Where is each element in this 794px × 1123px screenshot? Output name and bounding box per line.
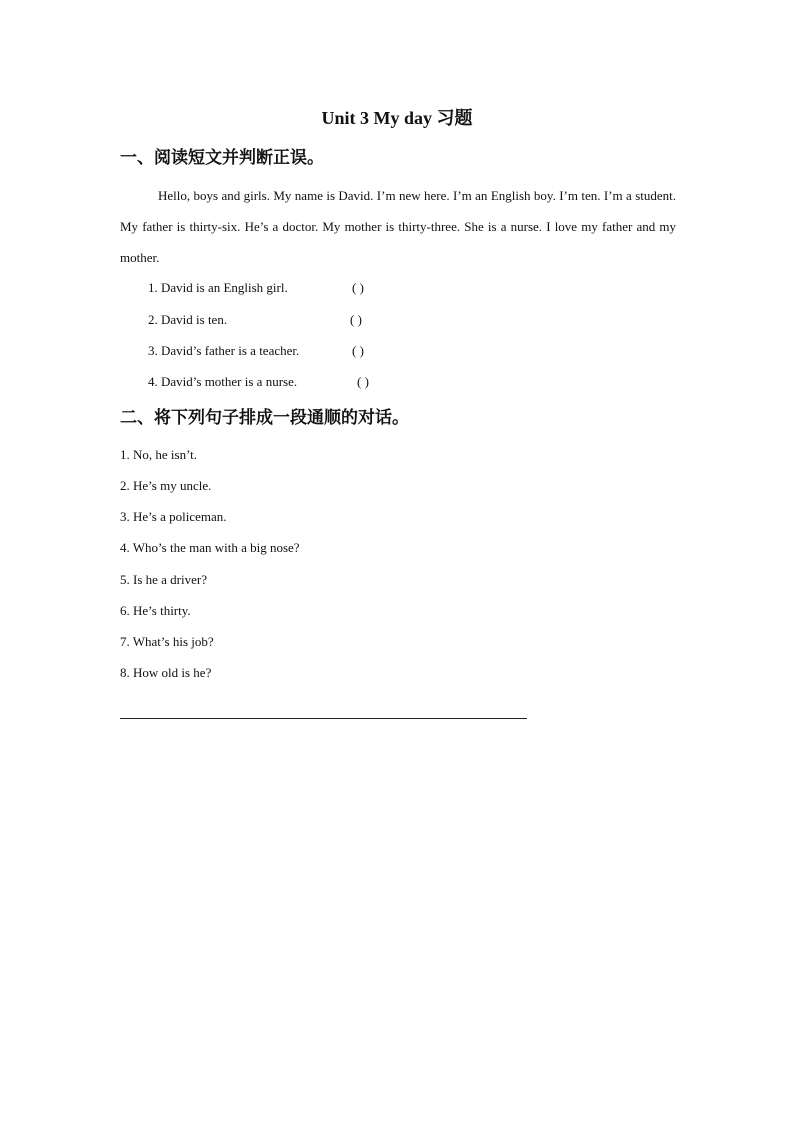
- question-3: [148, 341, 299, 361]
- question-1: [148, 278, 288, 298]
- section1-heading: 一、阅读短文并判断正误。: [120, 148, 324, 167]
- sentence-item: 2. He’s my uncle.: [120, 478, 212, 493]
- sentence-item: 7. What’s his job?: [120, 634, 214, 649]
- sentence-item: 5. Is he a driver?: [120, 572, 207, 587]
- page-title: Unit 3 My day 习题: [321, 108, 473, 128]
- question-4: [148, 372, 297, 392]
- question-2: [148, 310, 227, 330]
- question-2-text: 2. David is ten.: [148, 312, 228, 327]
- sentence-item: 3. He’s a policeman.: [120, 509, 227, 524]
- question-1-text: 1. David is an English girl.: [148, 280, 288, 295]
- answer-bracket-2: ( ): [350, 312, 362, 327]
- question-4-text: 4. David’s mother is a nurse.: [148, 374, 298, 389]
- question-3-text: 3. David’s father is a teacher.: [148, 343, 300, 358]
- answer-bracket-1: ( ): [352, 280, 364, 295]
- answer-blank-line[interactable]: [120, 718, 527, 719]
- section2-heading: 二、将下列句子排成一段通顺的对话。: [120, 408, 409, 427]
- sentence-item: 1. No, he isn’t.: [120, 447, 198, 462]
- sentence-item: 6. He’s thirty.: [120, 603, 191, 618]
- reading-passage: Hello, boys and girls. My name is David. I’m new here. I’m an English boy. I’m ten. I’m a student. My father is thirty-six. He’s a doctor. My mother is thirty-three. She is a nurse. I love my father and my mother.: [120, 188, 676, 265]
- answer-bracket-3: ( ): [352, 343, 364, 358]
- sentence-item: 4. Who’s the man with a big nose?: [120, 540, 300, 555]
- sentence-item: 8. How old is he?: [120, 665, 212, 680]
- answer-bracket-4: ( ): [357, 374, 369, 389]
